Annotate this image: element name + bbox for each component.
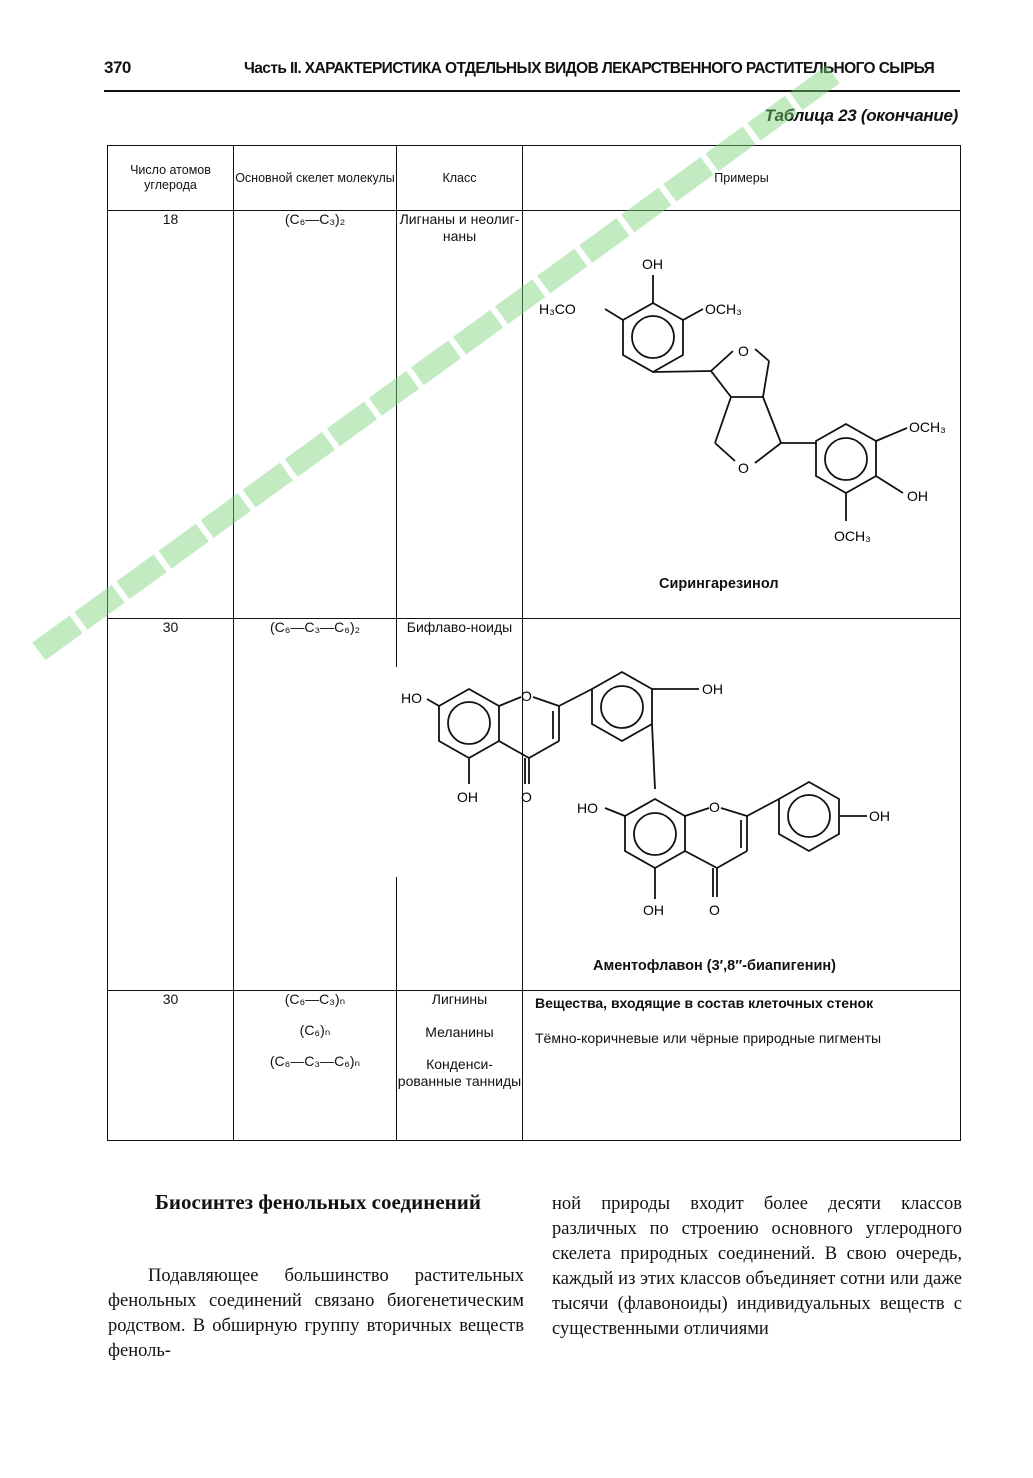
syringaresinol-structure [523,211,959,616]
amentoflavone-structure [397,619,890,989]
class-item: Лигнины [431,991,488,1007]
class-cell [397,991,523,1141]
col-header-carbons: Число атомов углерода [108,146,234,211]
atom-label: HO [577,800,598,816]
atom-label: OH [702,681,723,697]
atom-label: O [709,902,720,918]
section-heading: Биосинтез фенольных соединений [155,1190,481,1214]
table-caption: Таблица 23 (окончание) [764,106,958,125]
skeleton-item: (C₆)ₙ [299,1022,331,1038]
skeleton-cell: (C₆—C₃)₂ [234,211,397,619]
atom-label: O [521,789,532,805]
atom-label: OCH₃ [909,419,946,435]
atom-label: H₃CO [539,301,576,317]
example-cell [523,991,961,1141]
class-cell: Лигнаны и неолиг-наны [397,211,523,619]
running-title: Часть II. ХАРАКТЕРИСТИКА ОТДЕЛЬНЫХ ВИДОВ ЛЕКАРСТВЕННОГО РАСТИТЕЛЬНОГО СЫРЬЯ [244,60,935,77]
col-header-class: Класс [397,146,523,211]
atom-label: OCH₃ [834,528,871,544]
paragraph: Подавляющее большинство растительных фенольных соединений связано биогенетическим родством. В обширную группу вторичных веществ феноль- [108,1266,524,1361]
atom-label: OH [907,488,928,504]
table-header-row [108,146,961,211]
atom-label: HO [401,690,422,706]
atom-label: OH [869,808,890,824]
col-header-examples: Примеры [523,146,961,211]
atom-label: OCH₃ [705,301,742,317]
example-name: Аментофлавон (3′,8″-биапигенин) [593,958,836,974]
carbons-cell: 30 [108,619,234,991]
skeleton-cell [234,991,397,1141]
skeleton-cell: (C₆—C₃—C₆)₂ [234,619,397,991]
carbons-cell: 18 [108,211,234,619]
class-cell: Бифлаво-ноиды [397,619,523,991]
class-item: Меланины [425,1023,494,1040]
example-text: Тёмно-коричневые или чёрные природные пигменты [535,1029,882,1046]
skeleton-item: (C₆—C₃)ₙ [284,991,346,1007]
atom-label: OH [457,789,478,805]
example-name: Сирингарезинол [659,576,779,592]
atom-label: OH [643,902,664,918]
atom-label: O [521,688,532,704]
phenolic-classes-table [107,145,961,1141]
paragraph: ной природы входит более десяти классов различных по строению основного углеродного скелета природных соединений. В свою очередь, каждый из этих классов объединяет сотни или даже тысячи (флавоноиды) индивидуальных веществ с существенными отличиями [552,1194,962,1339]
table-row [108,619,961,991]
atom-label: O [709,799,720,815]
table-row [108,211,961,619]
carbons-cell: 30 [108,991,234,1141]
header-rule [104,90,960,92]
text-column-right [552,1192,962,1342]
page-number: 370 [104,58,131,77]
text-column-left [108,1264,524,1364]
skeleton-item: (C₆—C₃—C₆)ₙ [269,1053,361,1069]
table-row [108,991,961,1141]
atom-label: O [738,343,749,359]
col-header-skeleton: Основной скелет молекулы [234,146,397,211]
example-text: Вещества, входящие в состав клеточных стенок [535,995,874,1011]
class-item: Конденси-рованные танниды [397,1056,522,1089]
atom-label: OH [642,256,663,272]
atom-label: O [738,460,749,476]
example-cell [523,211,961,619]
